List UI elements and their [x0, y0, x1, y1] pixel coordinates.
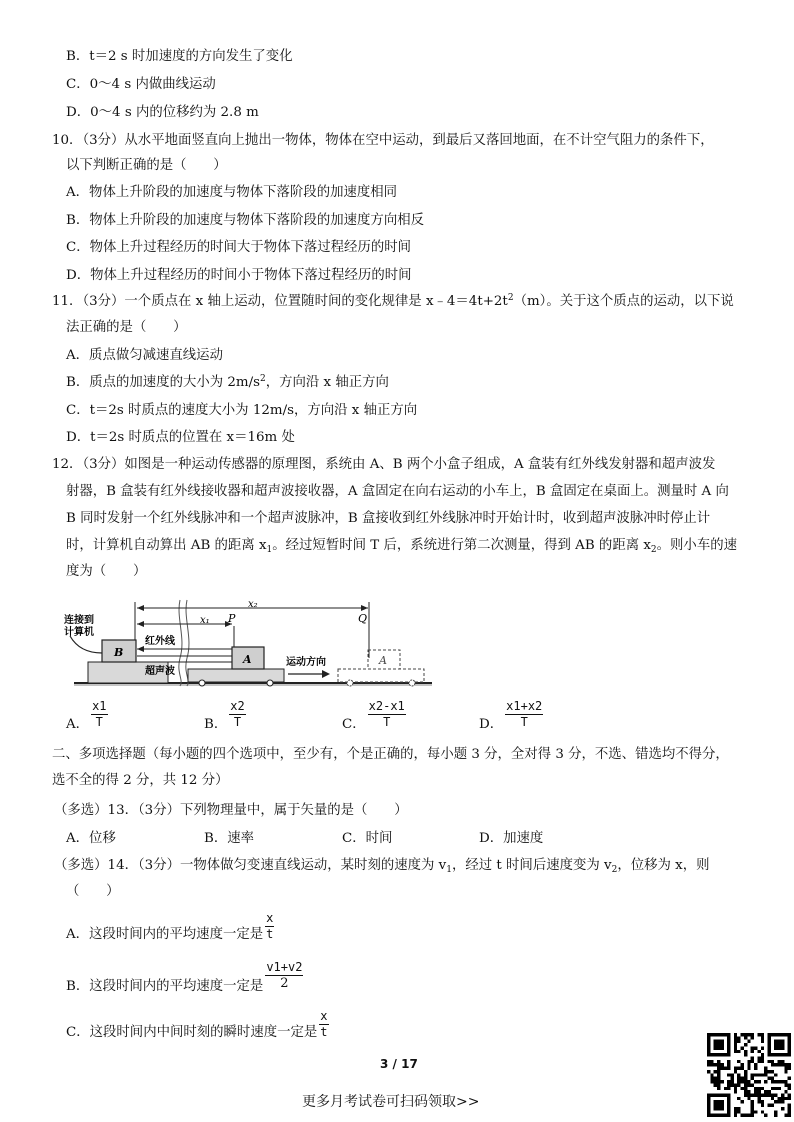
q11-option-b: B．质点的加速度的大小为 $2m/s^2$，方向沿 x 轴正方向: [66, 374, 389, 390]
q13-option-c: C．时间: [342, 831, 393, 846]
point-p-label: P: [228, 612, 236, 625]
q14-option-c: C．这段时间内中间时刻的瞬时速度一定是 $\frac{x}{t}$: [66, 1009, 328, 1041]
q12-stem-line1: 12．（3分）如图是一种运动传感器的原理图，系统由 A、B 两个小盒子组成，A 盒装有红外线发射器和超声波发: [52, 457, 716, 472]
x1-arrowhead-left: [137, 621, 144, 627]
x2-label: x₂: [248, 599, 258, 610]
q12-option-d: D． $\frac{x1+x2}{T}$: [479, 699, 543, 733]
q10-option-c: C．物体上升过程经历的时间大于物体下落过程经历的时间: [66, 240, 412, 255]
q10-option-b: B．物体上升阶段的加速度与物体下落阶段的加速度方向相反: [66, 213, 424, 228]
q14-option-a: A．这段时间内的平均速度一定是 $\frac{x}{t}$: [66, 911, 274, 943]
car-2-wheel-left: [347, 680, 353, 686]
q11-option-a: A．质点做匀减速直线运动: [66, 348, 223, 363]
q12-option-b: B． $\frac{x2}{T}$: [204, 699, 245, 733]
point-q-label: Q: [358, 612, 368, 625]
box-b-label: B: [114, 646, 124, 659]
car-1-wheel-right: [267, 680, 273, 686]
direction-arrowhead: [322, 670, 330, 678]
section2-heading-line2: 选不全的得 2 分，共 12 分）: [52, 773, 229, 788]
qr-promo-text: 更多月考试卷可扫码领取>>: [302, 1094, 480, 1110]
q9-option-b: B．t＝2 s 时加速度的方向发生了变化: [66, 49, 293, 64]
motion-sensor-diagram: [62, 598, 432, 688]
q13-option-a: A．位移: [66, 831, 116, 846]
q11-option-d: D．t＝2s 时质点的位置在 x＝16m 处: [66, 430, 295, 445]
q9-option-d: D．0～4 s 内的位移约为 2.8 m: [66, 105, 259, 120]
q10-stem-line1: 10．（3分）从水平地面竖直向上抛出一物体，物体在空中运动，到最后又落回地面，在不计空气阻力的条件下，: [52, 133, 714, 148]
q10-option-d: D．物体上升过程经历的时间小于物体下落过程经历的时间: [66, 268, 412, 283]
q13-option-d: D．加速度: [479, 831, 544, 846]
q12-stem-line5: 度为（ ）: [66, 564, 147, 579]
x1-label: x₁: [200, 615, 210, 626]
q12-option-a: A． $\frac{x1}{T}$: [66, 699, 107, 733]
q14-option-b: B．这段时间内的平均速度一定是 $\frac{v1+v2}{2}$: [66, 960, 303, 994]
q11-stem-line1: 11．（3分）一个质点在 x 轴上运动，位置随时间的变化规律是 $x﹣4=4t+2t^2(m)$。关于这个质点的运动，以下说: [52, 293, 734, 309]
q13-stem: （多选）13．（3分）下列物理量中，属于矢量的是（ ）: [54, 803, 408, 818]
q12-stem-line2: 射器，B 盒装有红外线接收器和超声波接收器，A 盒固定在向右运动的小车上，B 盒固定在桌面上。测量时 A 向: [66, 484, 729, 499]
axis-break-left: [179, 600, 182, 686]
q14-stem-line1: （多选）14．（3分）一物体做匀变速直线运动，某时刻的速度为 $v_1$，经过 t 时间后速度变为 $v_2$，位移为 x，则: [54, 858, 710, 875]
connect-computer-label-2: 计算机: [64, 627, 94, 638]
x2-arrowhead-right: [361, 605, 368, 611]
q9-option-c: C．0～4 s 内做曲线运动: [66, 77, 216, 92]
computer-cable: [70, 636, 102, 653]
q10-option-a: A．物体上升阶段的加速度与物体下落阶段的加速度相同: [66, 185, 398, 200]
q11-option-c: C．t＝2s 时质点的速度大小为 12m/s，方向沿 x 轴正方向: [66, 403, 418, 418]
q12-stem-line4: 时，计算机自动算出 AB 的距离 $x_1$。经过短暂时间 T 后，系统进行第二次测量，得到 AB 的距离 $x_2$。则小车的速: [66, 538, 737, 555]
q12-stem-line3: B 同时发射一个红外线脉冲和一个超声波脉冲，B 盒接收到红外线脉冲时开始计时，收到超声波脉冲时停止计: [66, 511, 711, 526]
direction-label: 运动方向: [286, 657, 326, 668]
q14-stem-line2: （ ）: [66, 884, 120, 899]
car-2-wheel-right: [409, 680, 415, 686]
q11-stem-line2: 法正确的是（ ）: [66, 320, 187, 335]
page-number: 3 / 17: [380, 1057, 418, 1071]
box-a-moved-label: A: [379, 654, 387, 667]
infrared-label: 红外线: [145, 636, 175, 647]
infrared-arrowhead: [137, 646, 144, 652]
q10-stem-line2: 以下判断正确的是（ ）: [66, 158, 227, 173]
ultrasonic-label: 超声波: [145, 666, 175, 677]
box-a-label: A: [243, 653, 252, 666]
car-1-wheel-left: [199, 680, 205, 686]
qr-code-icon[interactable]: [707, 1033, 791, 1117]
connect-computer-label-1: 连接到: [64, 615, 94, 626]
q13-option-b: B．速率: [204, 831, 255, 846]
q12-option-c: C． $\frac{x2-x1}{T}$: [342, 699, 405, 733]
section2-heading-line1: 二、多项选择题（每小题的四个选项中，至少有，个是正确的，每小题 3 分，全对得 3 分，不选、错选均不得分，: [52, 747, 729, 762]
x2-arrowhead-left: [137, 605, 144, 611]
